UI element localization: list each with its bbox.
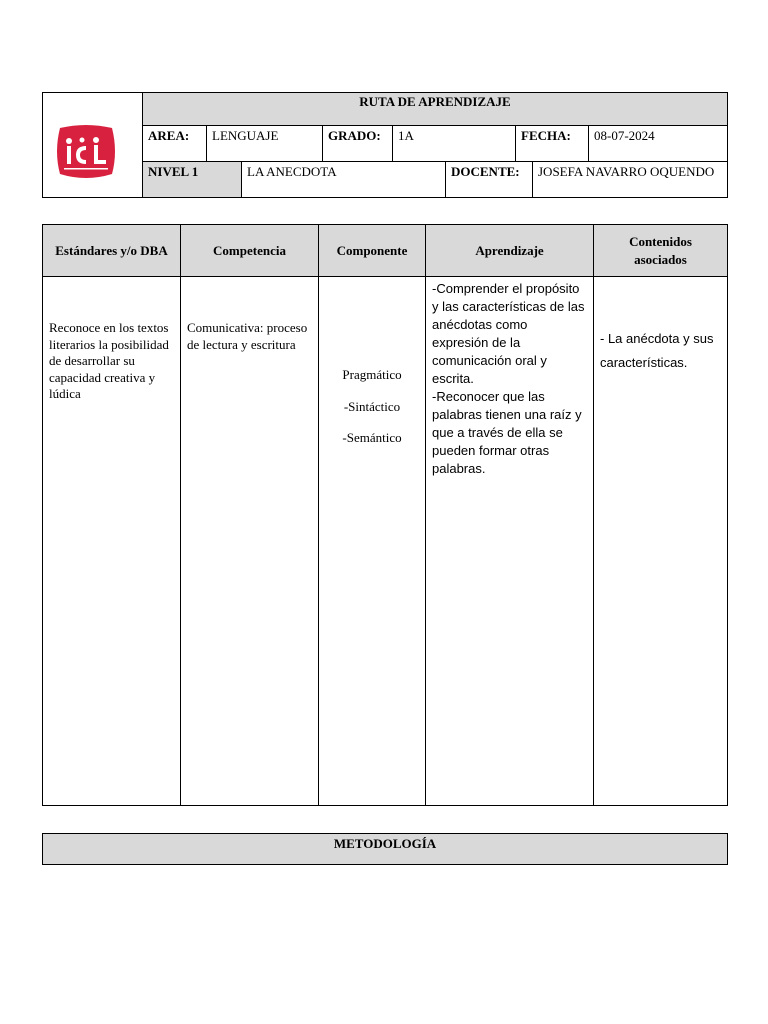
col-header-competencia: Competencia bbox=[180, 224, 319, 277]
fecha-label: FECHA: bbox=[515, 125, 589, 162]
col-header-componente: Componente bbox=[318, 224, 426, 277]
docente-label: DOCENTE: bbox=[445, 161, 533, 198]
estandares-cell bbox=[42, 276, 181, 806]
componente-cell bbox=[318, 276, 426, 806]
componente-item: Pragmático bbox=[342, 367, 402, 382]
aprendizaje-item: -Reconocer que las palabras tienen una raíz y que a través de ella se pueden formar otras palabras. bbox=[432, 389, 582, 476]
componente-item: -Sintáctico bbox=[343, 398, 401, 414]
header-table bbox=[42, 92, 728, 198]
competencia-cell bbox=[180, 276, 319, 806]
nivel-label: NIVEL 1 bbox=[142, 161, 242, 198]
col-header-estandares: Estándares y/o DBA bbox=[42, 224, 181, 277]
competencia-text: Comunicativa: proceso de lectura y escritura bbox=[187, 320, 308, 352]
contenidos-cell bbox=[593, 276, 728, 806]
col-header-aprendizaje: Aprendizaje bbox=[425, 224, 594, 277]
icl-logo-icon bbox=[54, 124, 118, 182]
logo-cell bbox=[42, 92, 143, 198]
learning-table bbox=[42, 224, 728, 806]
fecha-value: 08-07-2024 bbox=[588, 125, 728, 162]
aprendizaje-cell bbox=[425, 276, 594, 806]
grado-value: 1A bbox=[392, 125, 516, 162]
page-title: RUTA DE APRENDIZAJE bbox=[142, 92, 728, 126]
componente-item: -Semántico bbox=[342, 430, 402, 445]
contenidos-text: - La anécdota y sus características. bbox=[600, 331, 714, 370]
area-label: AREA: bbox=[142, 125, 207, 162]
metodologia-header: METODOLOGÍA bbox=[42, 833, 728, 865]
estandares-text: Reconoce en los textos literarios la posibilidad de desarrollar su capacidad creativa y lúdica bbox=[49, 320, 169, 401]
nivel-value: LA ANECDOTA bbox=[241, 161, 446, 198]
grado-label: GRADO: bbox=[322, 125, 393, 162]
area-value: LENGUAJE bbox=[206, 125, 323, 162]
docente-value: JOSEFA NAVARRO OQUENDO bbox=[532, 161, 728, 198]
aprendizaje-item: -Comprender el propósito y las características de las anécdotas como expresión de la comunicación oral y escrita. bbox=[432, 281, 585, 386]
col-header-contenidos: Contenidos asociados bbox=[593, 224, 728, 277]
